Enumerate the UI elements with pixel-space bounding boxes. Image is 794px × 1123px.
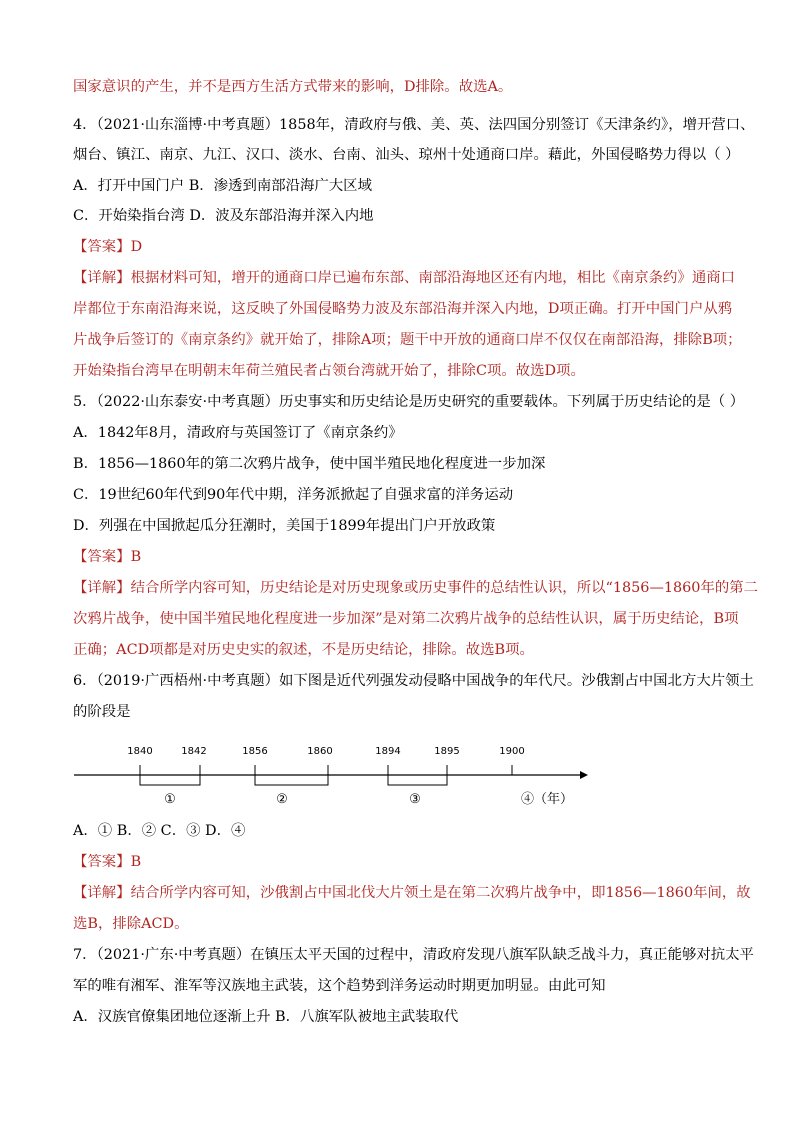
question-7-option: A．汉族官僚集团地位逐渐上升 B．八旗军队被地主武装取代 (73, 1009, 459, 1025)
text-line: 国家意识的产生，并不是西方生活方式带来的影响，D排除。故选A。 (73, 79, 513, 95)
interval-label: ② (276, 792, 288, 807)
question-5-stem: 5．（2022·山东泰安·中考真题）历史事实和历史结论是历史研究的重要载体。下列属于历史结论的是（ ） (73, 394, 745, 410)
answer-tag: 【答案】 (73, 549, 131, 565)
question-4-stem: 4．（2021·山东淄博·中考真题）1858年，清政府与俄、美、英、法四国分别签订《天津条约》，增开营口、 (73, 117, 755, 133)
question-5-option: B．1856—1860年的第二次鸦片战争，使中国半殖民地化程度进一步加深 (73, 456, 546, 472)
explanation-text: 根据材料可知，增开的通商口岸已遍布东部、南部沿海地区还有内地，相比《南京条约》通商口 (130, 270, 735, 286)
question-4-explanation: 开始染指台湾早在明朝末年荷兰殖民者占领台湾就开始了，排除C项。故选D项。 (73, 363, 585, 379)
question-7-stem: 7．（2021·广东·中考真题）在镇压太平天国的过程中，清政府发现八旗军队缺乏战斗力，真正能够对抗太平 (73, 947, 754, 963)
answer-tag: 【答案】 (73, 239, 131, 255)
question-6-explanation (73, 883, 751, 903)
question-6-answer (73, 852, 733, 872)
year-label: 1860 (307, 746, 333, 757)
timeline-figure (60, 738, 600, 818)
question-6-stem: 的阶段是 (73, 704, 131, 720)
question-6-stem: 6．（2019·广西梧州·中考真题）如下图是近代列强发动侵略中国战争的年代尺。沙俄割占中国北方大片领土 (73, 673, 754, 689)
year-label: 1842 (181, 746, 207, 757)
explanation-text: 结合所学内容可知，历史结论是对历史现象或历史事件的总结性认识，所以“1856—1860年的第二 (130, 580, 759, 596)
year-label: 1895 (434, 746, 460, 757)
question-5-option: C．19世纪60年代到90年代中期，洋务派掀起了自强求富的洋务运动 (73, 487, 514, 503)
question-6-explanation: 选B，排除ACD。 (73, 916, 189, 932)
interval-label: ① (164, 792, 176, 807)
question-4-answer (73, 237, 733, 257)
question-5-option: A．1842年8月，清政府与英国签订了《南京条约》 (73, 425, 403, 441)
question-4-option: C．开始染指台湾 D．波及东部沿海并深入内地 (73, 208, 374, 224)
question-5-explanation: 次鸦片战争，使中国半殖民地化程度进一步加深”是对第二次鸦片战争的总结性认识，属于历史结论，B项 (73, 611, 739, 627)
year-label: 1840 (127, 746, 153, 757)
year-label: 1856 (242, 746, 268, 757)
question-5-explanation (73, 578, 759, 598)
question-4-explanation (73, 268, 733, 288)
explanation-tag: 【详解】 (73, 580, 131, 596)
timeline-arrow-icon (580, 771, 588, 779)
answer-value: B (130, 854, 142, 870)
answer-value: D (130, 239, 143, 255)
interval-label: ③ (409, 792, 421, 807)
question-7-stem: 军的唯有湘军、淮军等汉族地主武装，这个趋势到洋务运动时期更加明显。由此可知 (73, 978, 606, 994)
explanation-text: 结合所学内容可知，沙俄割占中国北伐大片领土是在第二次鸦片战争中，即1856—1860年间，故 (130, 885, 751, 901)
question-4-explanation: 岸都位于东南沿海来说，这反映了外国侵略势力波及东部沿海并深入内地，D项正确。打开中国门户从鸦 (73, 301, 733, 317)
interval-bracket (388, 775, 447, 785)
interval-bracket (255, 775, 328, 785)
answer-tag: 【答案】 (73, 854, 131, 870)
year-label: 1900 (499, 746, 525, 757)
answer-value: B (130, 549, 142, 565)
year-label: 1894 (375, 746, 401, 757)
explanation-tag: 【详解】 (73, 270, 131, 286)
question-5-explanation: 正确；ACD项都是对历史史实的叙述，不是历史结论，排除。故选B项。 (73, 642, 534, 658)
interval-bracket (140, 775, 200, 785)
question-4-option: A．打开中国门户 B．渗透到南部沿海广大区域 (73, 178, 372, 194)
question-6-options: A．① B．② C．③ D．④ (73, 823, 246, 839)
question-4-explanation: 片战争后签订的《南京条约》就开始了，排除A项；题干中开放的通商口岸不仅仅在南部沿海，排除B项； (73, 332, 742, 348)
question-4-stem: 烟台、镇江、南京、九江、汉口、淡水、台南、汕头、琼州十处通商口岸。藉此，外国侵略势力得以（ ） (73, 147, 740, 163)
timeline-svg (60, 738, 600, 818)
interval-label: ④（年） (521, 792, 574, 807)
question-5-option: D．列强在中国掀起瓜分狂潮时，美国于1899年提出门户开放政策 (73, 518, 496, 534)
question-5-answer (73, 547, 733, 567)
explanation-tag: 【详解】 (73, 885, 131, 901)
